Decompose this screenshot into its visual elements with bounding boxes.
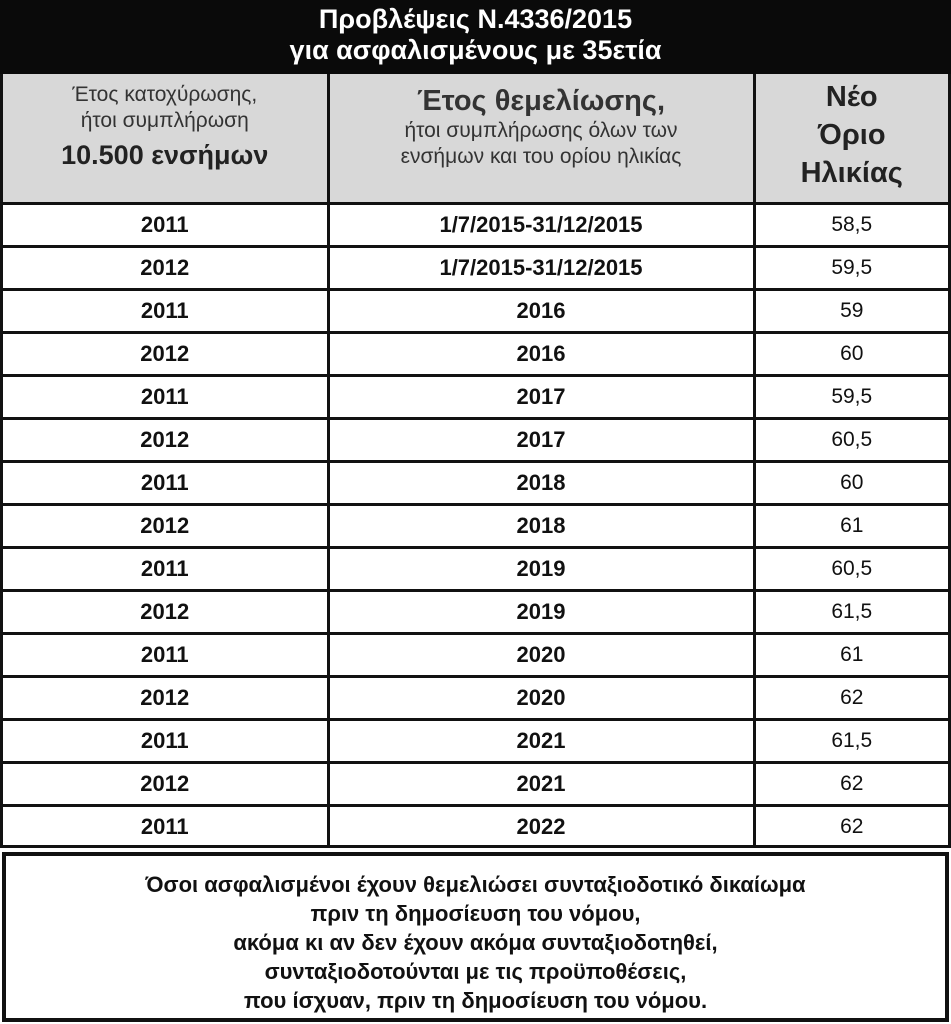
cell-vesting-year: 2011 [3, 634, 328, 677]
cell-entitlement-year: 2022 [328, 806, 754, 848]
cell-vesting-year: 2012 [3, 333, 328, 376]
title-banner [0, 0, 951, 74]
cell-age-limit: 59,5 [754, 247, 948, 290]
cell-entitlement-year: 2018 [328, 505, 754, 548]
note-line-5: που ίσχυαν, πριν τη δημοσίευση του νόμου. [243, 988, 708, 1013]
cell-vesting-year: 2011 [3, 462, 328, 505]
cell-entitlement-year: 2019 [328, 591, 754, 634]
table-row [3, 462, 948, 505]
table-row [3, 548, 948, 591]
cell-vesting-year: 2012 [3, 505, 328, 548]
cell-entitlement-year: 2017 [328, 376, 754, 419]
table-header-row [3, 74, 948, 204]
header-vesting-year [3, 74, 328, 204]
table-row [3, 677, 948, 720]
cell-age-limit: 61,5 [754, 720, 948, 763]
header-col3-line1: Νέο [825, 81, 878, 113]
cell-vesting-year: 2011 [3, 806, 328, 848]
cell-entitlement-year: 2018 [328, 462, 754, 505]
cell-age-limit: 60 [754, 333, 948, 376]
cell-entitlement-year: 2017 [328, 419, 754, 462]
cell-vesting-year: 2011 [3, 548, 328, 591]
table-row [3, 290, 948, 333]
header-col1-line2: ήτοι συμπλήρωση [80, 109, 249, 132]
table-row [3, 333, 948, 376]
cell-vesting-year: 2012 [3, 591, 328, 634]
cell-age-limit: 62 [840, 815, 864, 838]
cell-age-limit: 60 [754, 462, 948, 505]
cell-vesting-year: 2011 [3, 290, 328, 333]
cell-entitlement-year: 2020 [328, 634, 754, 677]
cell-age-limit: 61,5 [754, 591, 948, 634]
table-row [3, 634, 948, 677]
note-line-1: Όσοι ασφαλισμένοι έχουν θεμελιώσει συνταξιοδοτικό δικαίωμα [145, 872, 806, 897]
cell-vesting-year: 2011 [3, 376, 328, 419]
cell-age-limit: 59 [754, 290, 948, 333]
cell-age-limit: 60,5 [754, 548, 948, 591]
note-line-3: ακόμα κι αν δεν έχουν ακόμα συνταξιοδοτηθεί, [233, 930, 718, 955]
header-col2-line2: ήτοι συμπλήρωσης όλων των [404, 119, 678, 142]
header-col2-line1: Έτος θεμελίωσης, [416, 85, 666, 117]
header-col2-line3: ενσήμων και του ορίου ηλικίας [400, 145, 682, 168]
table-row [3, 376, 948, 419]
cell-vesting-year: 2012 [3, 677, 328, 720]
retirement-age-table [3, 74, 948, 847]
cell-age-limit: 58,5 [754, 204, 948, 247]
note-box [2, 852, 949, 1022]
header-col1-line1: Έτος κατοχύρωσης, [72, 83, 258, 106]
table-row [3, 591, 948, 634]
retirement-age-table-container [0, 74, 951, 848]
table-row [3, 806, 948, 848]
cell-entitlement-year: 2016 [328, 333, 754, 376]
header-col3-line2: Όριο [817, 119, 886, 151]
cell-entitlement-year: 2019 [328, 548, 754, 591]
cell-entitlement-year: 1/7/2015-31/12/2015 [328, 247, 754, 290]
cell-entitlement-year: 2021 [328, 763, 754, 806]
header-col3-line3: Ηλικίας [800, 157, 903, 189]
cell-vesting-year: 2011 [3, 204, 328, 247]
table-row [3, 204, 948, 247]
title-line-1: Προβλέψεις Ν.4336/2015 [318, 4, 633, 34]
cell-age-limit: 61 [754, 505, 948, 548]
cell-vesting-year: 2012 [3, 763, 328, 806]
cell-age-limit: 61 [754, 634, 948, 677]
cell-age-limit: 62 [754, 763, 948, 806]
table-row [3, 763, 948, 806]
note-line-4: συνταξιοδοτούνται με τις προϋποθέσεις, [264, 959, 687, 984]
header-new-age-limit [754, 74, 948, 204]
table-row [3, 720, 948, 763]
cell-vesting-year: 2011 [3, 720, 328, 763]
header-entitlement-year [328, 74, 754, 204]
cell-entitlement-year: 2016 [328, 290, 754, 333]
cell-age-limit: 62 [754, 677, 948, 720]
cell-entitlement-year: 2020 [328, 677, 754, 720]
cell-vesting-year: 2012 [3, 419, 328, 462]
table-row [3, 505, 948, 548]
cell-vesting-year: 2012 [3, 247, 328, 290]
cell-entitlement-year: 1/7/2015-31/12/2015 [328, 204, 754, 247]
header-col1-line3: 10.500 ενσήμων [61, 140, 269, 170]
table-body [3, 204, 948, 848]
table-row [3, 247, 948, 290]
table-row [3, 419, 948, 462]
cell-entitlement-year: 2021 [328, 720, 754, 763]
cell-age-limit: 60,5 [754, 419, 948, 462]
cell-age-limit: 59,5 [754, 376, 948, 419]
title-line-2: για ασφαλισμένους με 35ετία [289, 35, 662, 65]
note-line-2: πριν τη δημοσίευση του νόμου, [310, 901, 641, 926]
